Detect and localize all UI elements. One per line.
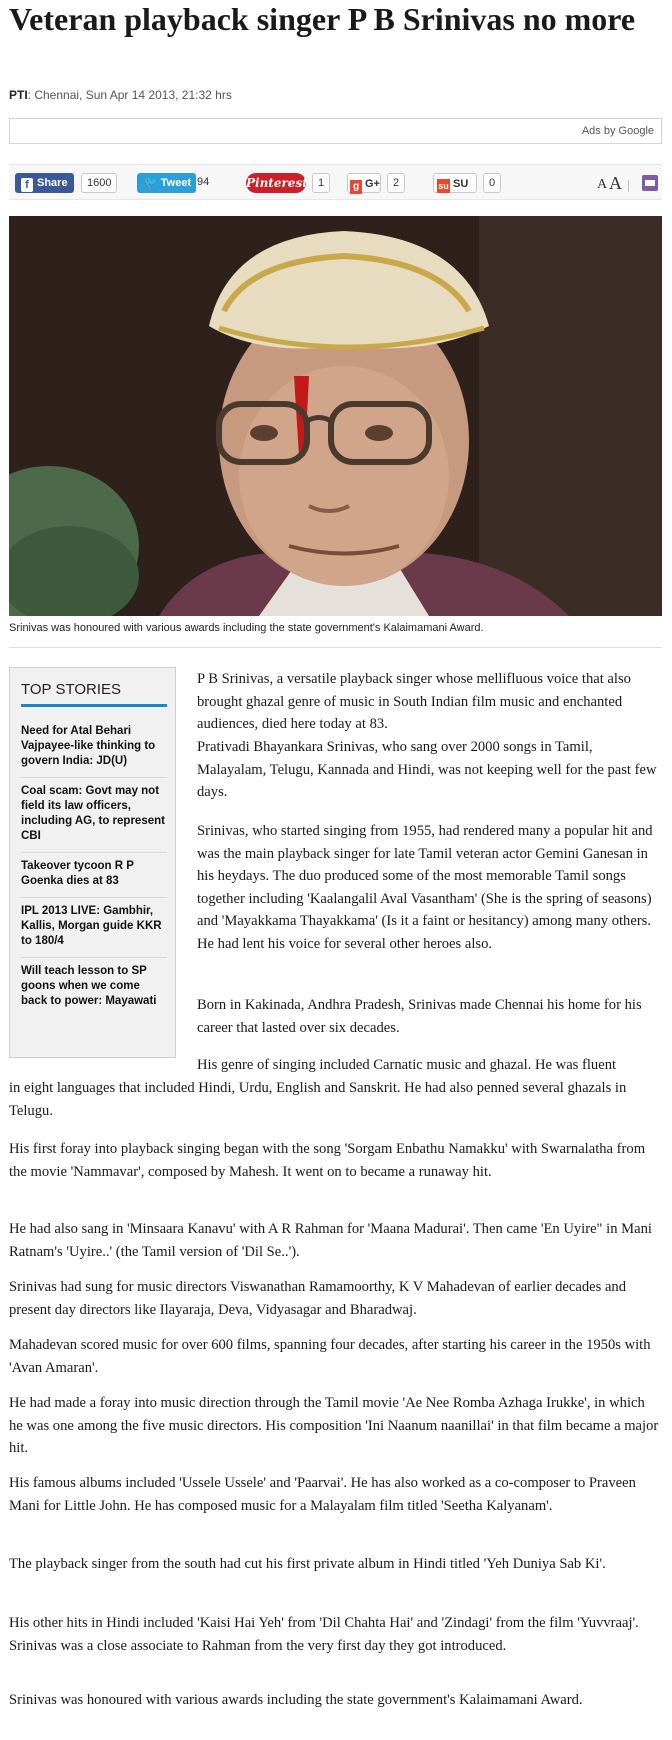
- ads-by-google-label[interactable]: Ads by Google: [581, 125, 654, 137]
- ad-banner[interactable]: [9, 118, 662, 144]
- top-story-link[interactable]: Will teach lesson to SP goons when we come back to power: Mayawati: [21, 965, 157, 1007]
- body-paragraph: He had also sang in 'Minsaara Kanavu' with A R Rahman for 'Maana Madurai'. Then came 'En Uyire" in Mani Ratnam's 'Uyire..' (the Tamil version of 'Dil Se..').: [9, 1221, 652, 1260]
- twitter-bird-icon: 🐦: [144, 177, 161, 189]
- top-stories-heading: TOP STORIES: [21, 681, 167, 707]
- article-photo: [9, 216, 662, 616]
- share-toolbar: [9, 164, 662, 200]
- body-paragraph: in eight languages that included Hindi, Urdu, English and Sanskrit. He had also penned several ghazals in Telugu.: [9, 1080, 627, 1119]
- tweet-count: 94: [197, 176, 210, 188]
- body-paragraph: His famous albums included 'Ussele Ussele' and 'Paarvai'. He has also worked as a co-composer to Praveen Mani for Little John. He has composed music for a Malayalam film titled 'Seetha Kalyanam'.: [9, 1475, 636, 1514]
- google-plus-button[interactable]: g G+: [347, 173, 381, 193]
- top-story-link[interactable]: IPL 2013 LIVE: Gambhir, Kallis, Morgan guide KKR to 180/4: [21, 898, 167, 958]
- body-paragraph: The playback singer from the south had cut his first private album in Hindi titled 'Yeh Duniya Sab Ki'.: [9, 1556, 606, 1572]
- body-paragraph: Srinivas had sung for music directors Viswanathan Ramamoorthy, K V Mahadevan of earlier decades and present day directors like Ilayaraja, Deva, Vidyasagar and Bharadwaj.: [9, 1279, 627, 1318]
- top-story-link[interactable]: Need for Atal Behari Vajpayee-like thinking to govern India: JD(U): [21, 718, 167, 778]
- body-paragraph: Prativadi Bhayankara Srinivas, who sang over 2000 songs in Tamil, Malayalam, Telugu, Kannada and Hindi, was not keeping well for the past few days.: [197, 739, 657, 800]
- section-divider: [9, 647, 662, 648]
- facebook-share-button[interactable]: f Share: [15, 173, 74, 193]
- font-size-increase-button[interactable]: A: [609, 173, 622, 193]
- top-stories-box: [9, 667, 176, 1058]
- photo-caption: Srinivas was honoured with various awards including the state government's Kalaimamani Award.: [9, 622, 484, 634]
- body-paragraph: Mahadevan scored music for over 600 films, spanning four decades, after starting his career in the 1950s with 'Avan Amaran'.: [9, 1337, 651, 1376]
- stumbleupon-count: 0: [483, 173, 501, 193]
- stumbleupon-icon: su: [438, 181, 449, 191]
- top-story-link[interactable]: Takeover tycoon R P Goenka dies at 83: [21, 853, 167, 898]
- body-paragraph: Srinivas, who started singing from 1955, had rendered many a popular hit and was the main playback singer for late Tamil veteran actor Gemini Ganesan in his heydays. The duo produced some of the most memorable Tamil songs together including 'Kaalangalil Aval Vasantham' (She is the spring of seasons) and 'Mayakkama Thayakkama' (Is it a faint or hesitancy) among many others. He had lent his voice for several other heroes also.: [197, 823, 653, 952]
- body-paragraph: His other hits in Hindi included 'Kaisi Hai Yeh' from 'Dil Chahta Hai' and 'Zindagi' from the film 'Yuvvraaj'. Srinivas was a close associate to Rahman from the very first day they got introduced.: [9, 1615, 639, 1654]
- article-title: Veteran playback singer P B Srinivas no more: [9, 1, 636, 37]
- facebook-share-count: 1600: [81, 173, 117, 193]
- stumbleupon-button[interactable]: su SU: [433, 173, 477, 193]
- body-paragraph: Srinivas was honoured with various awards including the state government's Kalaimamani Award.: [9, 1692, 583, 1708]
- facebook-icon: f: [21, 178, 33, 192]
- font-control-divider: |: [627, 177, 630, 192]
- tweet-button[interactable]: 🐦 Tweet: [137, 173, 196, 193]
- body-paragraph: He had made a foray into music direction through the Tamil movie 'Ae Nee Romba Azhaga Irukke', in which he was one among the five music directors. His composition 'Ini Naanum naanillai' in that film became a major hit.: [9, 1395, 659, 1456]
- body-paragraph: P B Srinivas, a versatile playback singer whose mellifluous voice that also brought ghazal genre of music in South Indian film music and enchanted audiences, died here today at 83.: [197, 671, 631, 732]
- body-paragraph: His first foray into playback singing began with the song 'Sorgam Enbathu Namakku' with Swarnalatha from the movie 'Nammavar', composed by Mahesh. It went on to became a runaway hit.: [9, 1141, 646, 1180]
- print-icon[interactable]: [642, 175, 658, 191]
- body-paragraph: His genre of singing included Carnatic music and ghazal. He was fluent: [197, 1057, 617, 1073]
- google-plus-count: 2: [387, 173, 405, 193]
- top-stories-list: [21, 718, 167, 1017]
- byline: [9, 88, 232, 102]
- byline-source: PTI: [9, 88, 28, 102]
- portrait-illustration: [9, 216, 662, 616]
- top-story-link[interactable]: Coal scam: Govt may not field its law officers, including AG, to represent CBI: [21, 778, 167, 853]
- pinterest-count: 1: [312, 173, 330, 193]
- font-size-decrease-button[interactable]: A: [597, 177, 608, 192]
- body-paragraph: Born in Kakinada, Andhra Pradesh, Srinivas made Chennai his home for his career that lasted over six decades.: [197, 997, 642, 1036]
- pinterest-button[interactable]: Pinterest: [246, 173, 306, 193]
- google-plus-icon: g: [350, 180, 362, 194]
- byline-dateline: : Chennai, Sun Apr 14 2013, 21:32 hrs: [27, 88, 232, 102]
